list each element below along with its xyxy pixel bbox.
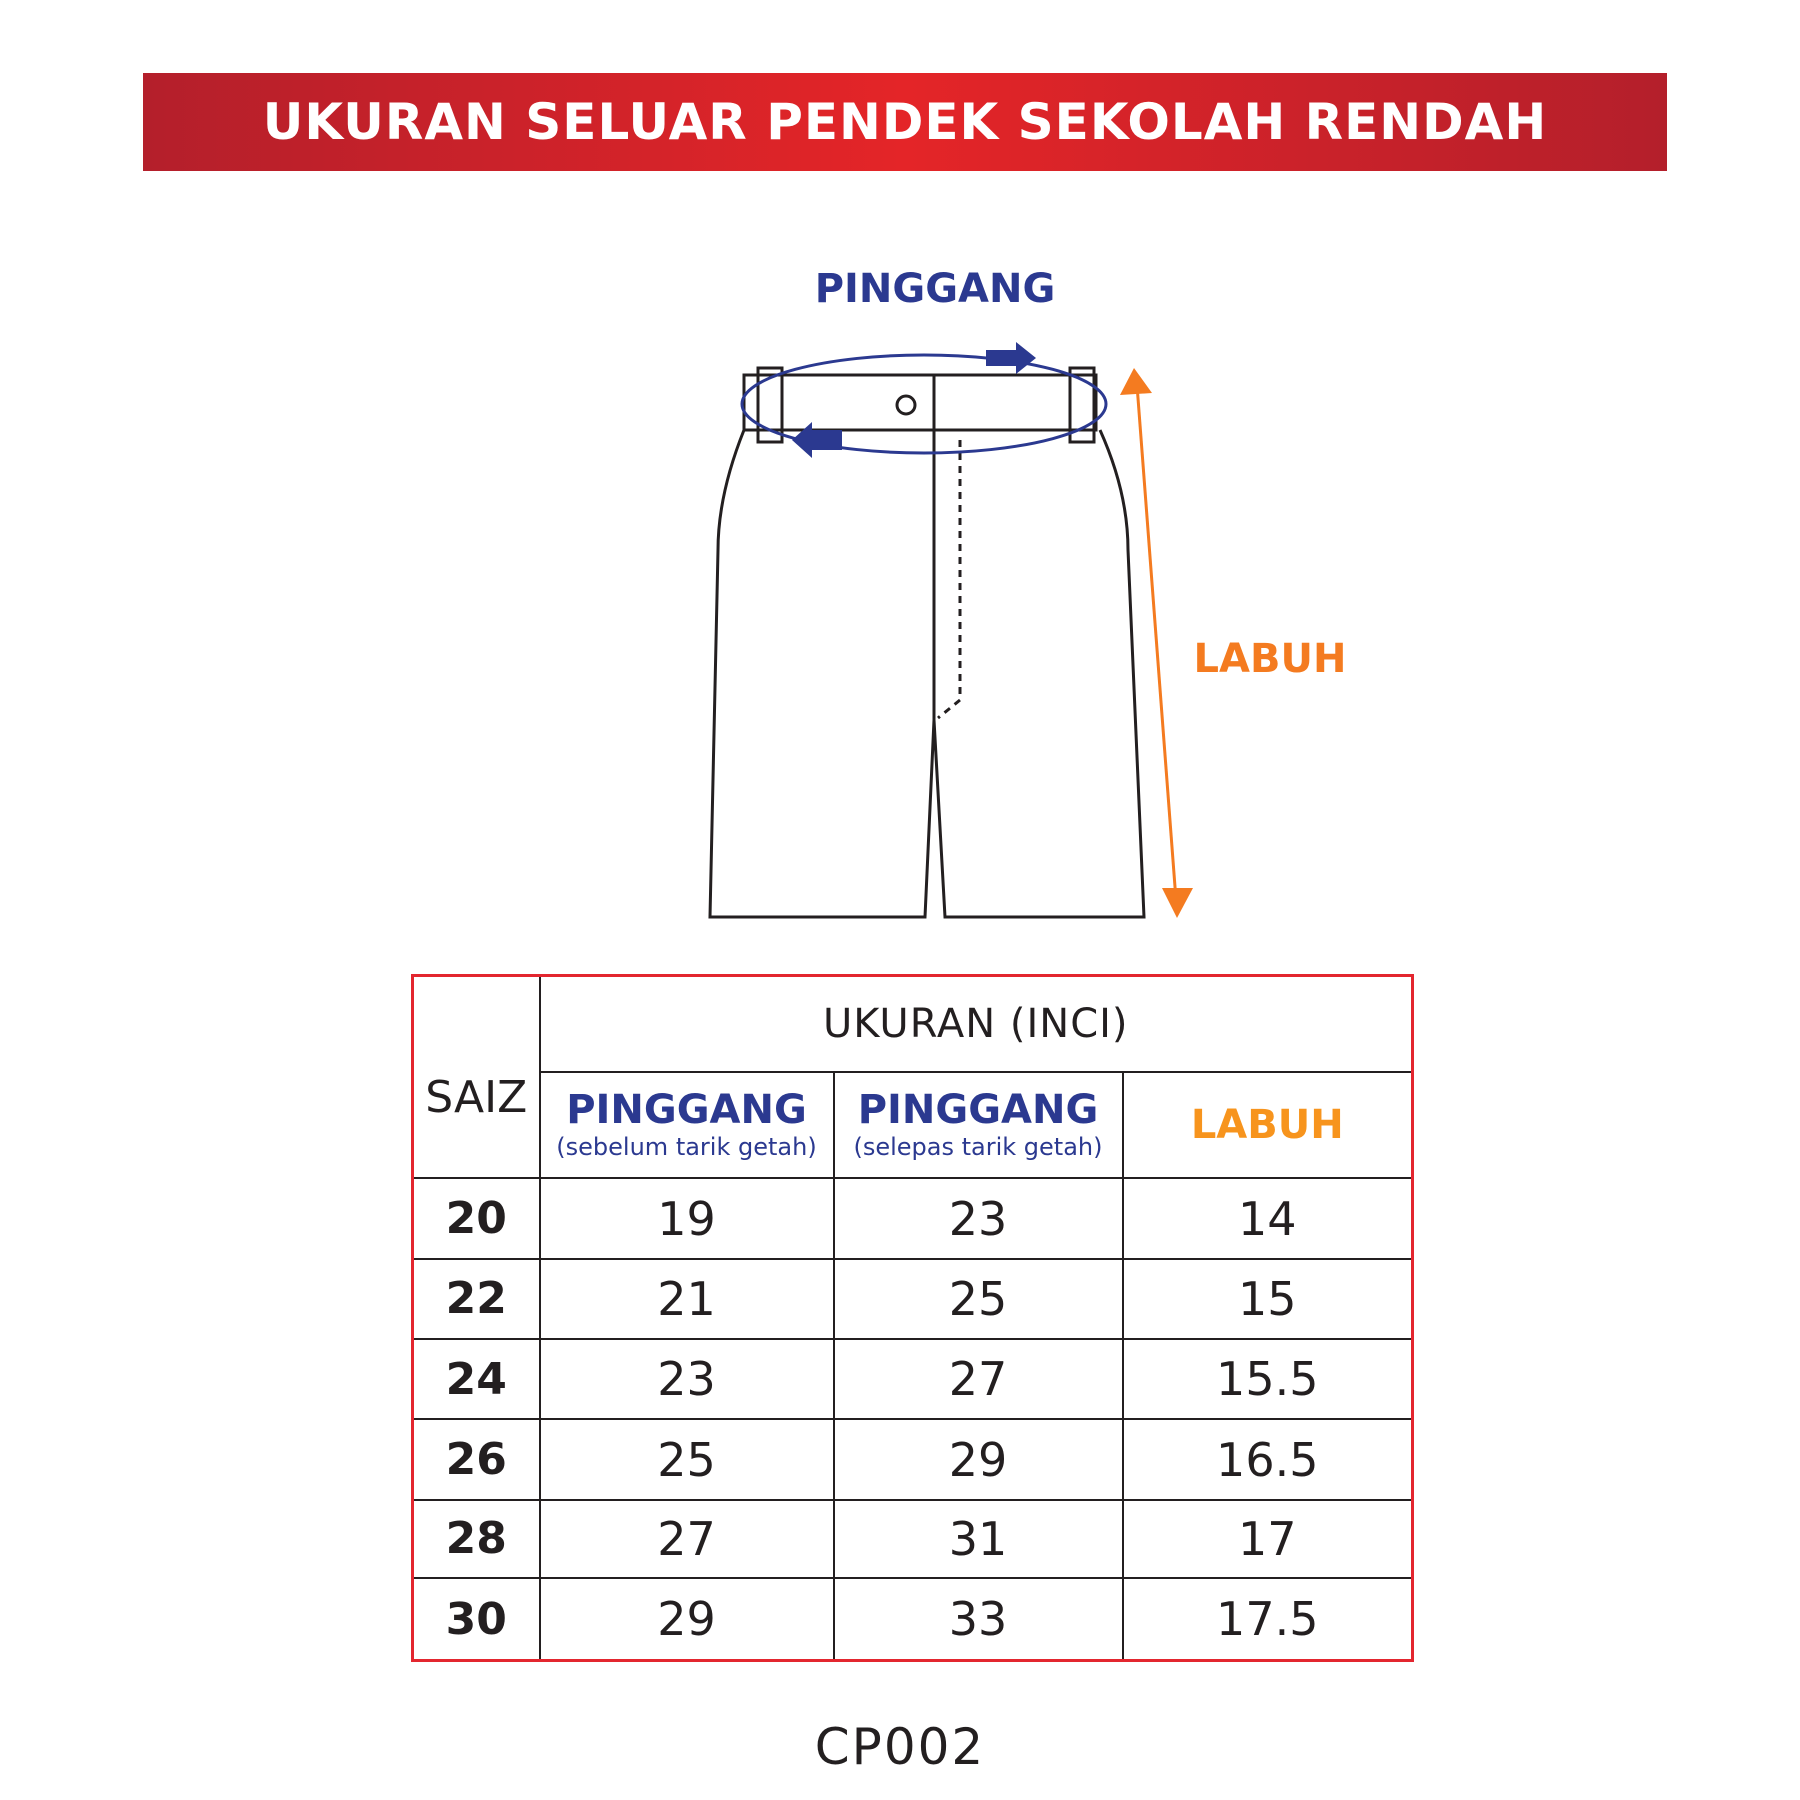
table-row (413, 1419, 1413, 1499)
length-cell: 17 (1123, 1500, 1413, 1578)
shorts-outline (710, 368, 1144, 917)
waist-label: PINGGANG (814, 266, 1056, 312)
waist-before-cell: 23 (540, 1339, 834, 1419)
waist-before-cell: 27 (540, 1500, 834, 1578)
waist-before-cell: 19 (540, 1178, 834, 1258)
length-cell: 16.5 (1123, 1419, 1413, 1499)
size-cell: 30 (413, 1578, 540, 1660)
table-row (413, 1339, 1413, 1419)
waist-after-cell: 27 (834, 1339, 1123, 1419)
size-cell: 24 (413, 1339, 540, 1419)
product-code: CP002 (814, 1718, 986, 1776)
size-table (411, 974, 1414, 1662)
size-cell: 26 (413, 1419, 540, 1499)
size-header: SAIZ (413, 976, 540, 1179)
waist-after-cell: 33 (834, 1578, 1123, 1660)
waist-before-cell: 25 (540, 1419, 834, 1499)
table-row (413, 1178, 1413, 1258)
col-header-waist-after (834, 1072, 1123, 1178)
waist-measure-icon (742, 342, 1106, 458)
table-subheader-row (413, 1072, 1413, 1178)
length-cell: 14 (1123, 1178, 1413, 1258)
length-cell: 17.5 (1123, 1578, 1413, 1660)
table-header-row (413, 976, 1413, 1072)
table-row (413, 1259, 1413, 1339)
length-cell: 15 (1123, 1259, 1413, 1339)
col-header-sub: (sebelum tarik getah) (556, 1133, 817, 1162)
col-header-label: PINGGANG (857, 1087, 1099, 1134)
waist-after-cell: 23 (834, 1178, 1123, 1258)
col-header-length: LABUH (1123, 1072, 1413, 1178)
length-cell: 15.5 (1123, 1339, 1413, 1419)
waist-after-cell: 31 (834, 1500, 1123, 1578)
length-label: LABUH (1193, 636, 1347, 682)
waist-after-cell: 29 (834, 1419, 1123, 1499)
page-title: UKURAN SELUAR PENDEK SEKOLAH RENDAH (262, 93, 1548, 151)
table-row (413, 1578, 1413, 1660)
size-cell: 28 (413, 1500, 540, 1578)
col-header-label: PINGGANG (566, 1087, 807, 1134)
col-header-sub: (selepas tarik getah) (853, 1133, 1103, 1162)
waist-before-cell: 29 (540, 1578, 834, 1660)
table-row (413, 1500, 1413, 1578)
size-cell: 20 (413, 1178, 540, 1258)
measure-header: UKURAN (INCI) (540, 976, 1413, 1072)
waist-after-cell: 25 (834, 1259, 1123, 1339)
col-header-waist-before (540, 1072, 834, 1178)
size-cell: 22 (413, 1259, 540, 1339)
waist-before-cell: 21 (540, 1259, 834, 1339)
